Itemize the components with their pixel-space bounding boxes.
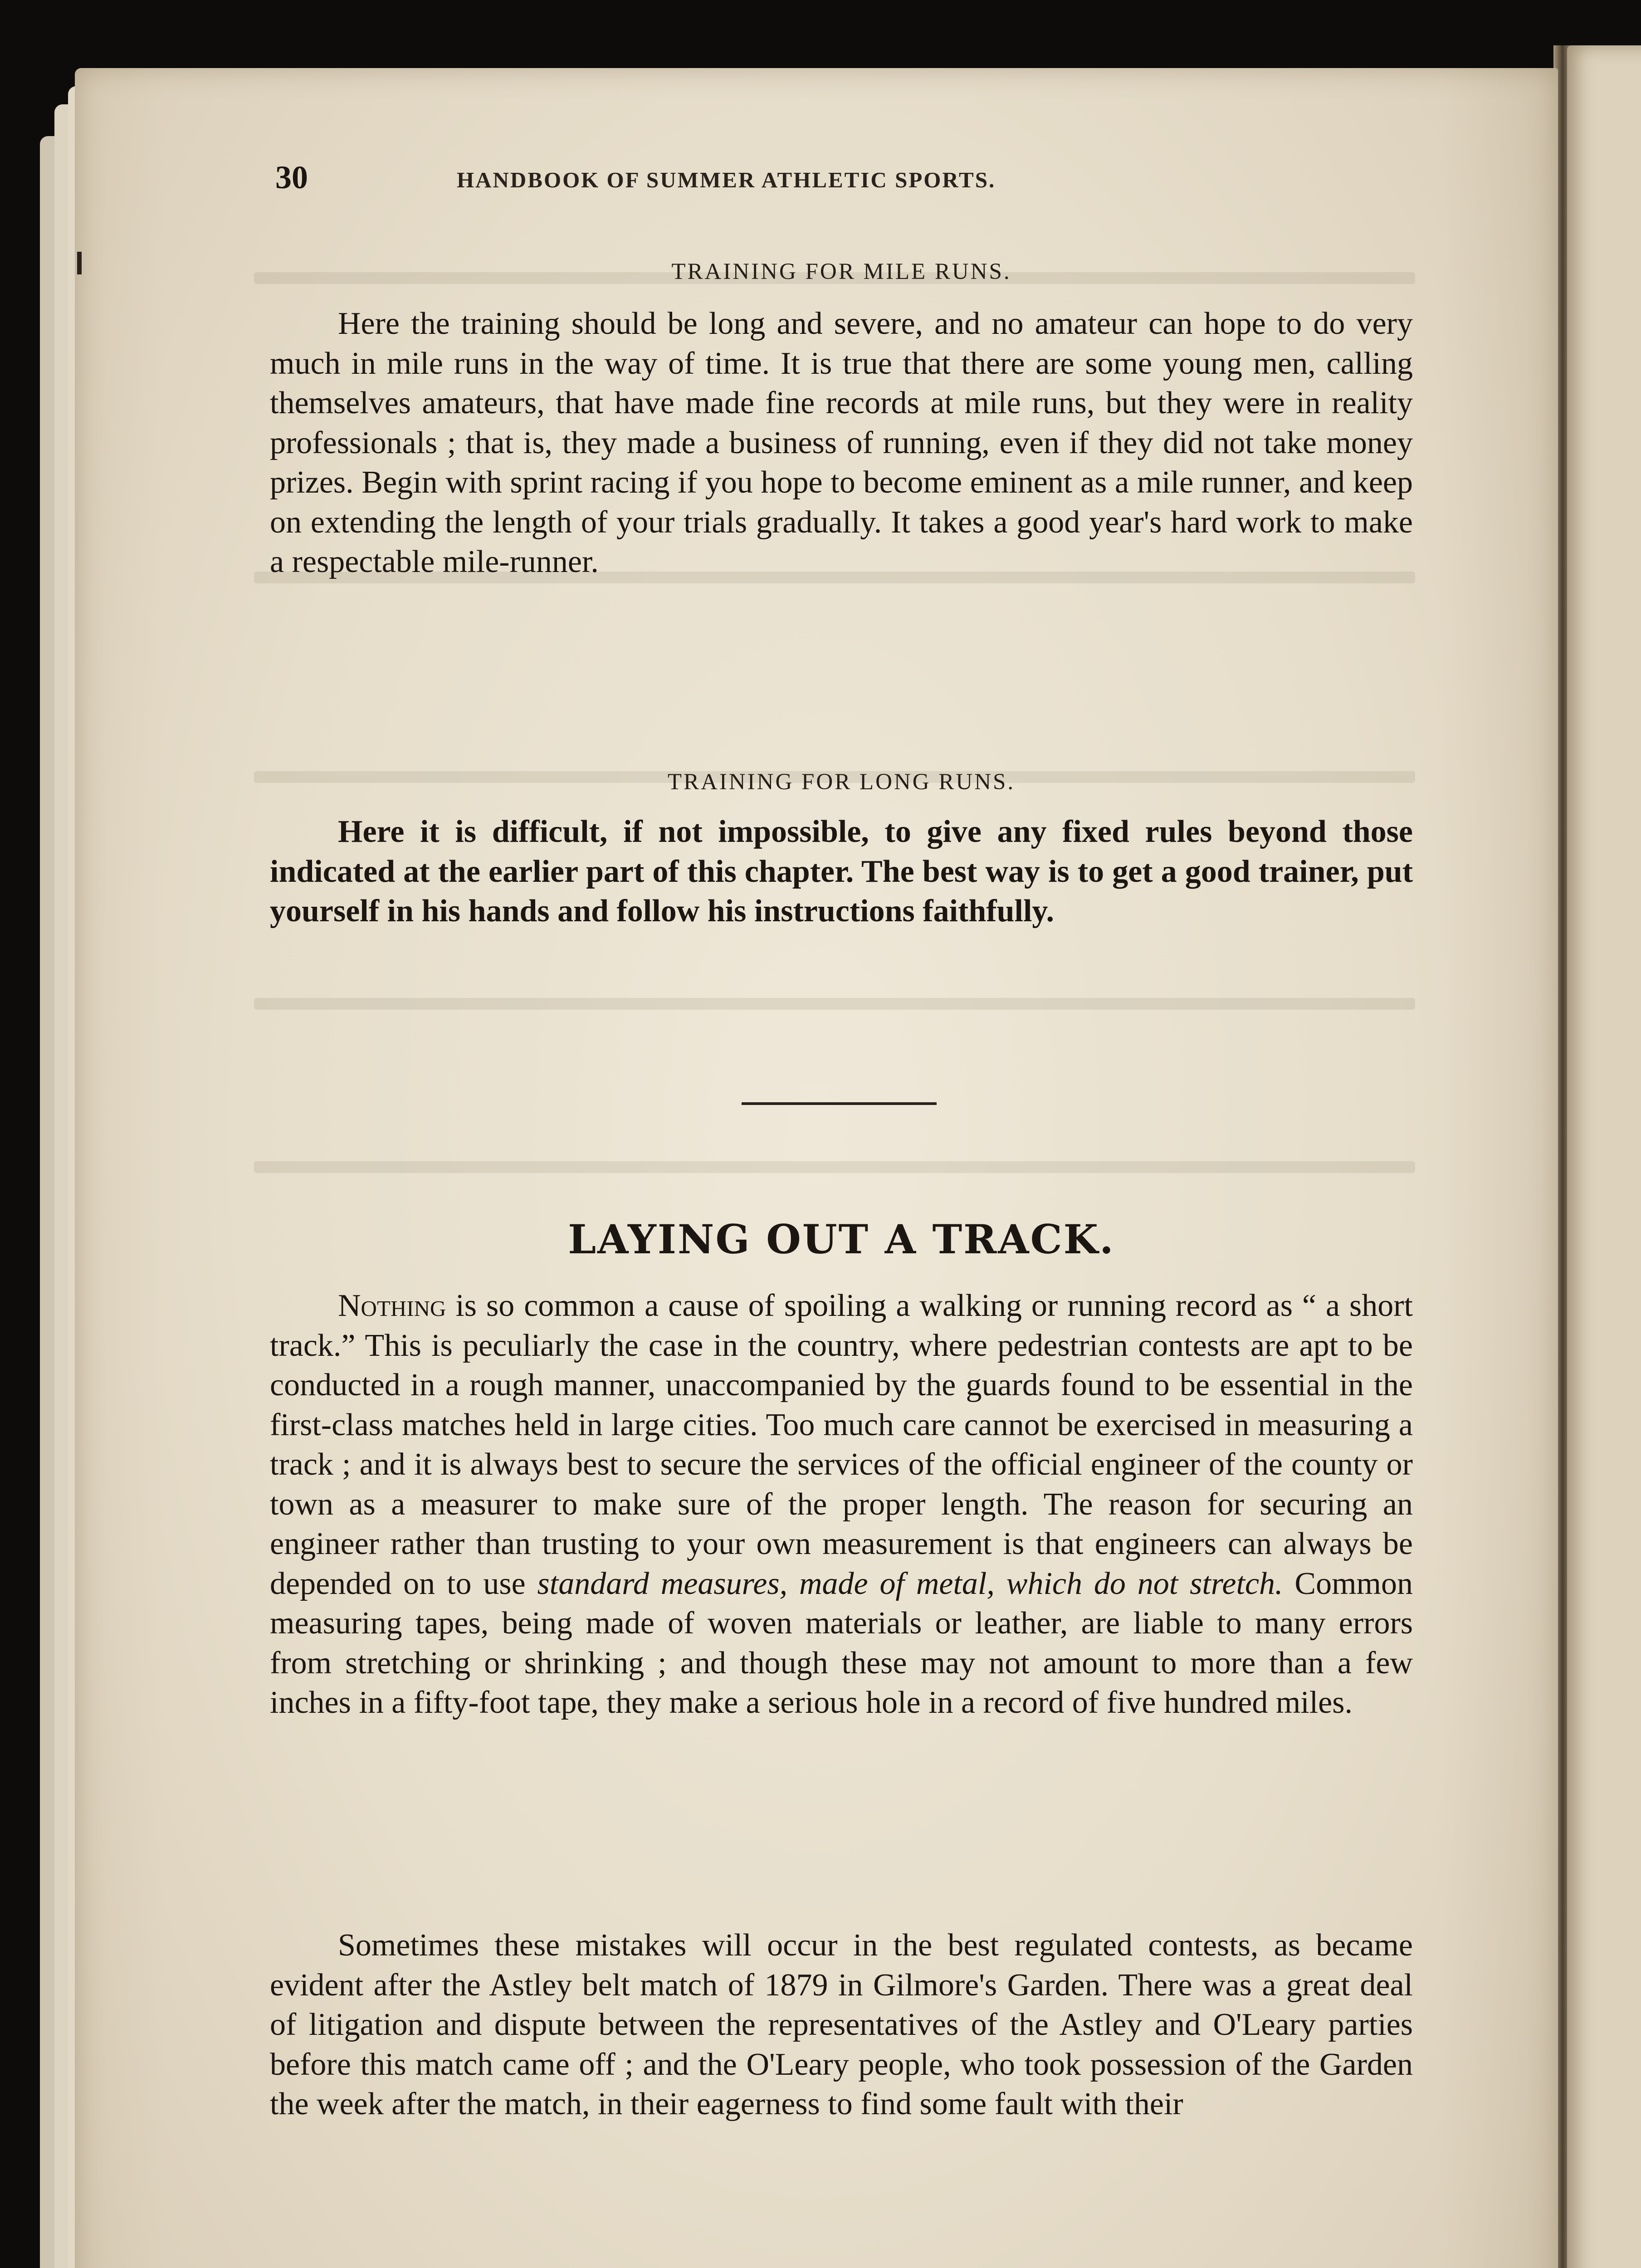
bleed-through <box>254 1161 1415 1173</box>
page-number: 30 <box>275 159 308 196</box>
running-head: HANDBOOK OF SUMMER ATHLETIC SPORTS. <box>457 167 996 192</box>
section-paragraph: Here it is difficult, if not impossible, to give any fixed rules beyond those indicated at the earlier part of this chapter. The best way is to get a good trainer, put yourself in his hands and follow his instructions faithfully. <box>270 814 1413 929</box>
section-heading: TRAINING FOR LONG RUNS. <box>667 769 1016 795</box>
track-paragraph-1 <box>270 1286 1413 1723</box>
divider-rule <box>742 1102 937 1105</box>
section-heading: TRAINING FOR MILE RUNS. <box>671 259 1011 284</box>
facing-page <box>1567 45 1641 2268</box>
page-header <box>275 159 1239 213</box>
bleed-through <box>254 998 1415 1010</box>
track-paragraph-2: Sometimes these mistakes will occur in the best regulated contests, as became evident after the Astley belt match of 1879 in Gilmore's Garden. There was a great deal of litigation and dispute between the representatives of the Astley and O'Leary parties before this match came off ; and the O'Leary people, who took possession of the Garden the week after the match, in their eagerness to find some fault with their <box>270 1928 1413 2121</box>
chapter-section-title: LAYING OUT A TRACK. <box>568 1216 1115 1263</box>
paragraph-text: Common measuring tapes, being made of woven materials or leather, are liable to many errors from stretching or shrinking ; and though these may not amount to more than a few inches in a fifty-foot tape, they make a serious hole in a record of five hundred miles. <box>270 1566 1413 1720</box>
section-paragraph: Here the training should be long and severe, and no amateur can hope to do very much in mile runs in the way of time. It is true that there are some young men, calling themselves amateurs, that have made fine records at mile runs, but they were in reality professionals ; that is, they made a business of running, even if they did not take money prizes. Begin with sprint racing if you hope to become eminent as a mile runner, and keep on extending the length of your trials gradually. It takes a good year's hard work to make a respectable mile-runner. <box>270 306 1413 579</box>
paragraph-text: is so common a cause of spoiling a walking or running record as “ a short track.” This is peculiarly the case in the country, where pedestrian contests are apt to be conducted in a rough manner, unaccompanied by the guards found to be essential in the first-class matches held in large cities. Too much care cannot be exercised in measuring a track ; and it is always best to secure the services of the official engineer of the county or town as a measurer to make sure of the proper length. The reason for securing an engineer rather than trusting to your own measurement is that engineers can always be depended on to use <box>270 1288 1413 1601</box>
lead-word: Nothing <box>338 1288 446 1323</box>
italic-emphasis: standard measures, made of metal, which do not stretch. <box>537 1566 1283 1601</box>
margin-mark <box>77 252 82 274</box>
